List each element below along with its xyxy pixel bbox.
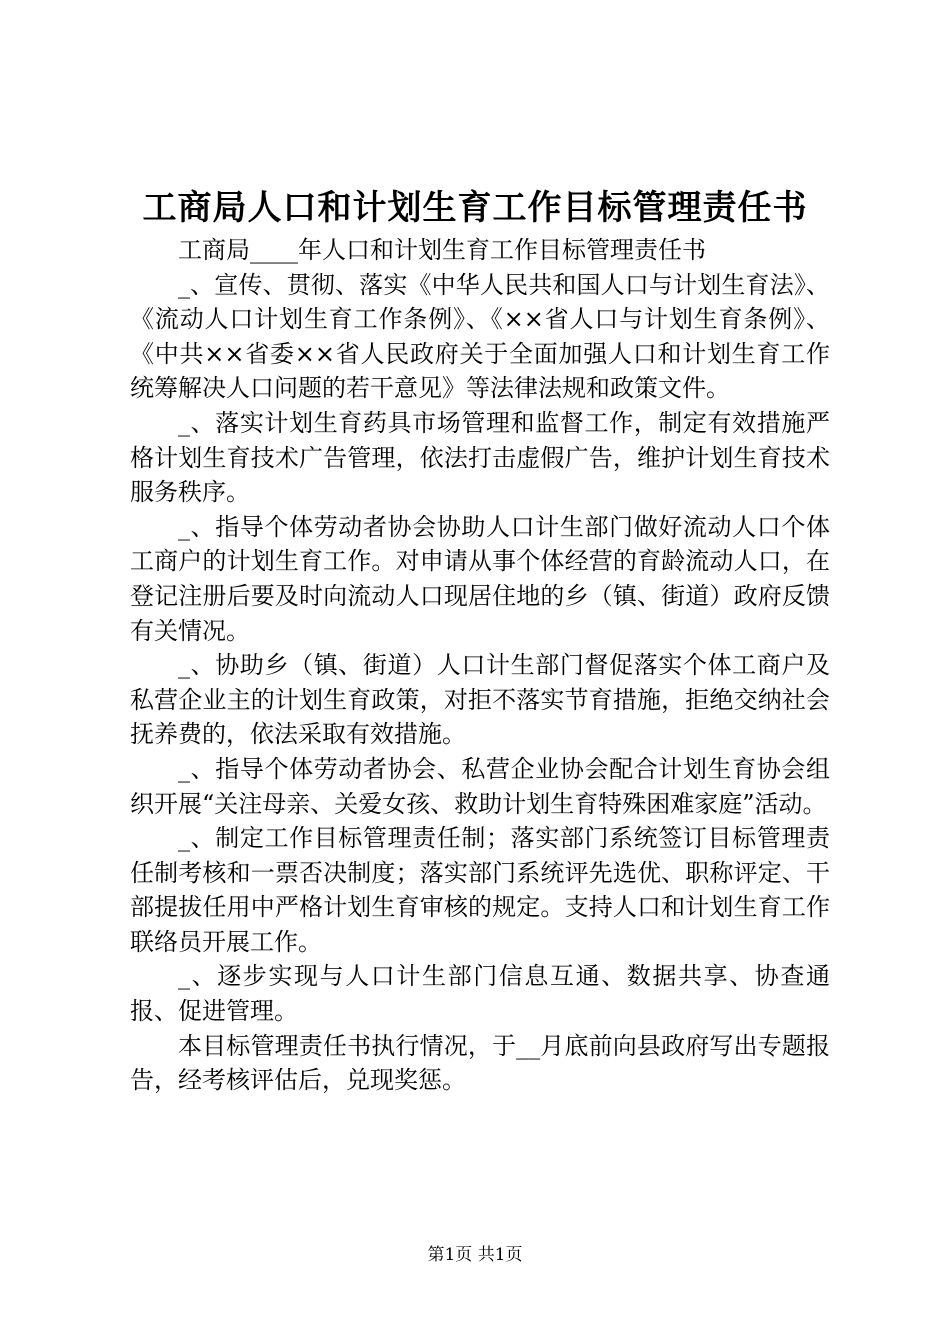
page-number-footer: 第1页 共1页 <box>427 1245 523 1265</box>
paragraph-item: _、制定工作目标管理责任制；落实部门系统签订目标管理责任制考核和一票否决制度；落实部门系统评先选优、职称评定、干部提拔任用中严格计划生育审核的规定。支持人口和计划生育工作联络员开展工作。 <box>130 824 830 956</box>
paragraph-item: _、指导个体劳动者协会、私营企业协会配合计划生育协会组织开展“关注母亲、关爱女孩、救助计划生育特殊困难家庭”活动。 <box>130 754 830 818</box>
paragraph-item: _、落实计划生育药具市场管理和监督工作，制定有效措施严格计划生育技术广告管理，依法打击虚假广告，维护计划生育技术服务秩序。 <box>130 408 830 507</box>
paragraph-item: _、逐步实现与人口计生部门信息互通、数据共享、协查通报、促进管理。 <box>130 962 830 1026</box>
paragraph-item: _、宣传、贯彻、落实《中华人民共和国人口与计划生育法》、《流动人口计划生育工作条例》、《××省人口与计划生育条例》、《中共××省委××省人民政府关于全面加强人口和计划生育工作统筹解决人口问题的若干意见》等法律法规和政策文件。 <box>130 270 830 403</box>
paragraph-heading-line: 工商局____年人口和计划生育工作目标管理责任书 <box>178 236 706 264</box>
document-title: 工商局人口和计划生育工作目标管理责任书 <box>142 188 808 228</box>
paragraph-item: _、指导个体劳动者协会协助人口计生部门做好流动人口个体工商户的计划生育工作。对申请从事个体经营的育龄流动人口，在登记注册后要及时向流动人口现居住地的乡（镇、街道）政府反馈有关情况。 <box>130 512 830 645</box>
paragraph-item: _、协助乡（镇、街道）人口计生部门督促落实个体工商户及私营企业主的计划生育政策，对拒不落实节育措施，拒绝交纳社会抚养费的，依法采取有效措施。 <box>130 651 830 749</box>
paragraph-closing: 本目标管理责任书执行情况，于__月底前向县政府写出专题报告，经考核评估后，兑现奖惩。 <box>130 1031 830 1095</box>
document-body <box>130 233 830 1098</box>
